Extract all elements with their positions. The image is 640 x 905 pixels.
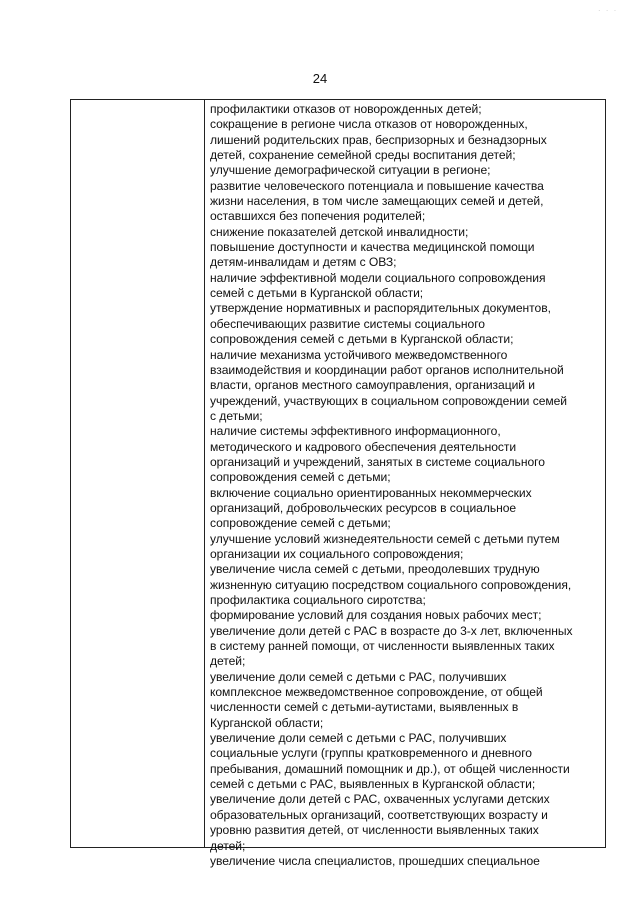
- text-line: в систему ранней помощи, от численности выявленных таких: [210, 639, 555, 654]
- text-line: уровню развития детей, от численности выявленных таких: [210, 823, 539, 838]
- text-line: взаимодействия и координации работ органов исполнительной: [210, 362, 564, 377]
- text-line: жизни населения, в том числе замещающих семей и детей,: [210, 194, 544, 209]
- text-line: профилактика социального сиротства;: [210, 593, 426, 607]
- text-line: улучшение демографической ситуации в регионе;: [210, 163, 491, 178]
- text-line: с детьми;: [210, 408, 263, 423]
- text-line: детей, сохранение семейной среды воспитания детей;: [210, 148, 516, 163]
- text-line: сопровождения семей с детьми в Курганской области;: [210, 332, 514, 347]
- text-line: сопровождения семей с детьми;: [210, 470, 391, 485]
- text-line: наличие механизма устойчивого межведомственного: [210, 347, 508, 362]
- text-line: семей с детьми с РАС, выявленных в Курганской области;: [210, 777, 536, 792]
- text-line: увеличение доли детей с РАС, охваченных услугами детских: [210, 792, 550, 807]
- text-line: лишений родительских прав, беспризорных и безнадзорных: [210, 132, 547, 147]
- text-line: организаций и учреждений, занятых в системе социального: [210, 454, 545, 469]
- text-line: увеличение числа специалистов, прошедших специальное: [210, 853, 540, 868]
- text-line: организаций, добровольческих ресурсов в социальное: [210, 500, 517, 515]
- text-line: семей с детьми в Курганской области;: [210, 286, 424, 301]
- text-line: детям-инвалидам и детям с ОВЗ;: [210, 255, 397, 270]
- table-left-cell: [71, 100, 205, 847]
- text-line: численности семей с детьми-аутистами, выявленных в: [210, 700, 519, 715]
- text-line: увеличение доли детей с РАС в возрасте до 3-х лет, включенных: [210, 623, 573, 638]
- text-line: детей;: [210, 838, 246, 853]
- text-line: повышение доступности и качества медицинской помощи: [210, 240, 535, 255]
- document-table: [70, 99, 606, 868]
- text-line: учреждений, участвующих в социальном сопровождении семей: [210, 393, 568, 408]
- text-line: развитие человеческого потенциала и повышение качества: [210, 178, 544, 193]
- text-line: наличие системы эффективного информационного,: [210, 424, 501, 439]
- text-line: снижение показателей детской инвалидности;: [210, 224, 469, 239]
- text-line: обеспечивающих развитие системы социального: [210, 316, 485, 331]
- text-line: методического и кадрового обеспечения деятельности: [210, 439, 517, 454]
- text-line: профилактики отказов от новорожденных детей;: [210, 102, 482, 116]
- text-line: пребывания, домашний помощник и др.), от общей численности: [210, 761, 570, 776]
- text-line: формирование условий для создания новых рабочих мест;: [210, 608, 542, 623]
- text-line: улучшение условий жизнедеятельности семей с детьми путем: [210, 531, 560, 546]
- text-line: утверждение нормативных и распорядительных документов,: [210, 301, 551, 316]
- text-line: увеличение доли семей с детьми с РАС, получивших: [210, 731, 507, 746]
- text-line: сопровождение семей с детьми;: [210, 516, 391, 531]
- text-line: власти, органов местного самоуправления, организаций и: [210, 378, 536, 393]
- table-right-cell: [205, 100, 605, 868]
- text-line: увеличение доли семей с детьми с РАС, получивших: [210, 669, 507, 684]
- text-line: образовательных организаций, соответствующих возрасту и: [210, 807, 548, 822]
- scan-corner-mark: . . .: [598, 6, 618, 13]
- text-line: включение социально ориентированных некоммерческих: [210, 485, 532, 500]
- text-line: оставшихся без попечения родителей;: [210, 209, 426, 224]
- text-line: сокращение в регионе числа отказов от новорожденных,: [210, 117, 528, 132]
- text-line: наличие эффективной модели социального сопровождения: [210, 270, 546, 285]
- page-number: 24: [312, 71, 328, 86]
- text-line: детей;: [210, 654, 246, 669]
- text-line: Курганской области;: [210, 715, 324, 730]
- text-line: социальные услуги (группы кратковременного и дневного: [210, 746, 532, 761]
- text-line: организации их социального сопровождения;: [210, 546, 464, 561]
- text-line: жизненную ситуацию посредством социального сопровождения,: [210, 577, 572, 592]
- text-line: увеличение числа семей с детьми, преодолевших трудную: [210, 562, 540, 577]
- text-line: комплексное межведомственное сопровождение, от общей: [210, 685, 543, 700]
- expected-results-list: [205, 100, 605, 869]
